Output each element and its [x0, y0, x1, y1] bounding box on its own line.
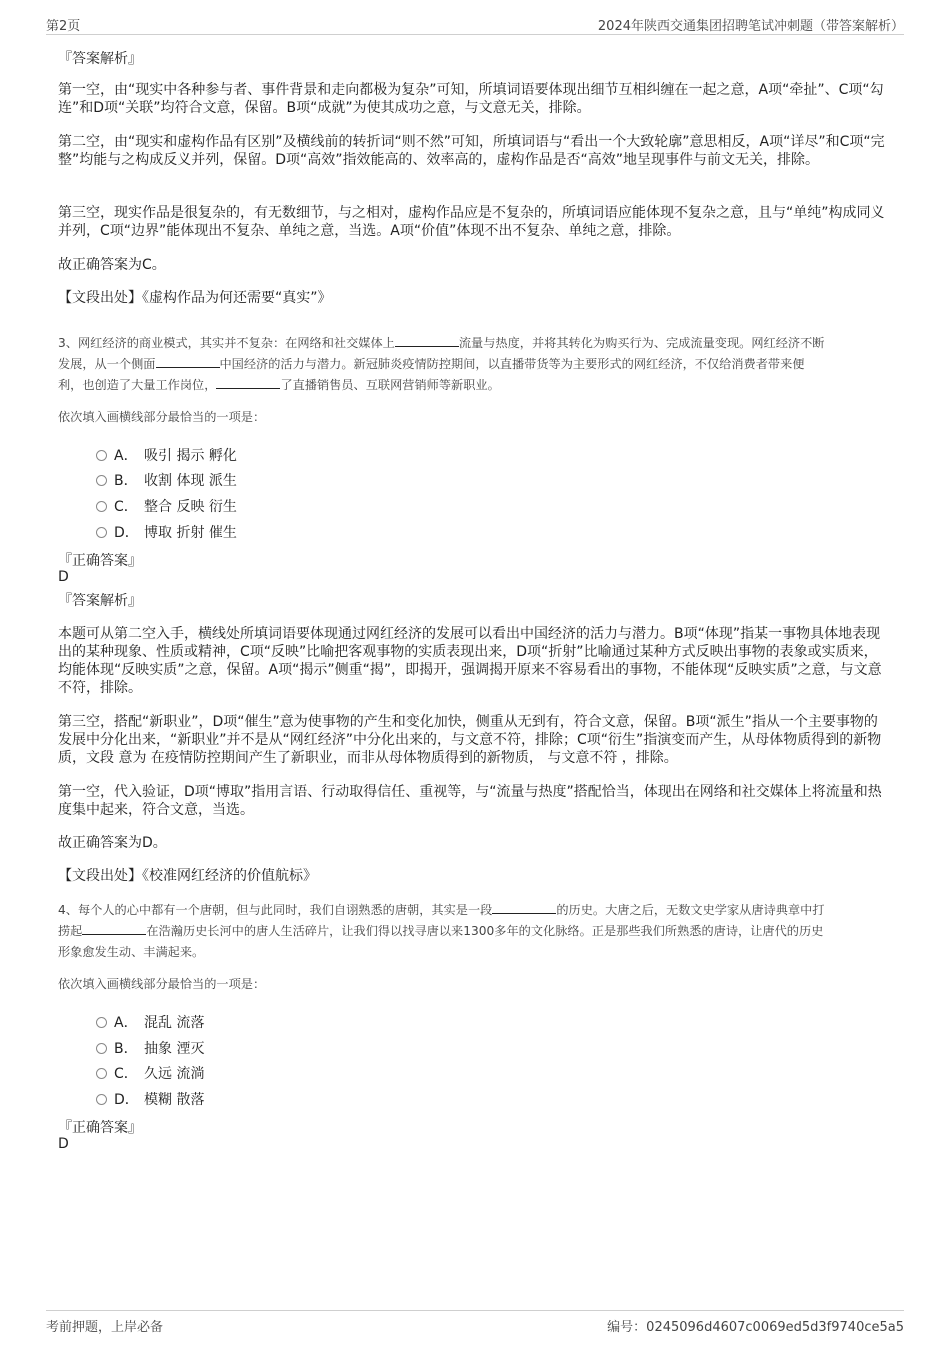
question-prompt: 依次填入画横线部分最恰当的一项是： — [58, 410, 266, 424]
question-stem: 3、网红经济的商业模式，其实并不复杂：在网络和社交媒体上 流量与热度，并将其转化为购买行为、完成流量变现。网红经济不断 发展，从一个侧面 中国经济的活力与潜力。新冠肺炎疫情防控期间，以直播带货等为主要形式的网红经济，不仅给消费者带来便 利，也创造了大量工作岗位， 了直播销售员、互联网营销师等新职业。 — [58, 336, 825, 392]
correct-answer: D — [58, 1136, 69, 1152]
radio-icon[interactable] — [96, 475, 107, 486]
source-citation: 【文段出处】《虚构作品为何还需要“真实”》 — [58, 290, 332, 306]
answer-conclusion: 故正确答案为D。 — [58, 835, 167, 851]
fill-blank — [156, 355, 220, 368]
radio-icon[interactable] — [96, 501, 107, 512]
radio-icon[interactable] — [96, 527, 107, 538]
page-number: 第2页 — [46, 19, 81, 34]
analysis-paragraph: 第一空，代入验证，D项“博取”指用言语、行动取得信任、重视等，与“流量与热度”搭配恰当，体现出在网络和社交媒体上将流量和热度集中起来，符合文意，当选。 — [58, 784, 882, 818]
correct-answer-label: 『正确答案』 — [58, 553, 142, 569]
analysis-label: 『答案解析』 — [58, 51, 142, 67]
answer-conclusion: 故正确答案为C。 — [58, 257, 166, 273]
analysis-paragraph: 第二空，由“现实和虚构作品有区别”及横线前的转折词“则不然”可知，所填词语与“看出一个大致轮廓”意思相反，A项“详尽”和C项“完整”均能与之构成反义并列，保留。D项“高效”指效能高的、效率高的，虚构作品是否“高效”地呈现事件与前文无关，排除。 — [58, 134, 885, 168]
radio-icon[interactable] — [96, 450, 107, 461]
radio-icon[interactable] — [96, 1068, 107, 1079]
page-header — [46, 12, 904, 35]
page-footer — [46, 1310, 904, 1335]
question-stem: 4、每个人的心中都有一个唐朝，但与此同时，我们自诩熟悉的唐朝，其实是一段 的历史。大唐之后，无数文史学家从唐诗典章中打 捞起 在浩瀚历史长河中的唐人生活碎片，让我们得以找寻唐以来1300多年的文化脉络。正是那些我们所熟悉的唐诗，让唐代的历史 形象愈发生动、丰满起来。 — [58, 903, 825, 959]
analysis-paragraph: 本题可从第二空入手，横线处所填词语要体现通过网红经济的发展可以看出中国经济的活力与潜力。B项“体现”指某一事物具体地表现出的某种现象、性质或精神，C项“反映”比喻把客观事物的实质表现出来，D项“折射”比喻通过某种方式反映出事物的表象或实质来，均能体现“反映实质”之意，保留。A项“揭示”侧重“揭”，即揭开，强调揭开原来不容易看出的事物，不能体现“反映实质”之意，与文意不符，排除。 — [58, 626, 882, 696]
fill-blank — [395, 334, 459, 347]
radio-icon[interactable] — [96, 1094, 107, 1105]
analysis-paragraph: 第三空，搭配“新职业”，D项“催生”意为使事物的产生和变化加快，侧重从无到有，符合文意，保留。B项“派生”指从一个主要事物的发展中分化出来，“新职业”并不是从“网红经济”中分化出来的，与文意不符，排除；C项“衍生”指演变而产生，从母体物质得到的新物质，文段 意为 在疫情防控期间产生了新职业，而非从母体物质得到的新物质， 与文意不符 ，排除。 — [58, 714, 882, 766]
analysis-label: 『答案解析』 — [58, 593, 142, 609]
analysis-paragraph: 第一空，由“现实中各种参与者、事件背景和走向都极为复杂”可知，所填词语要体现出细节互相纠缠在一起之意，A项“牵扯”、C项“勾连”和D项“关联”均符合文意，保留。B项“成就”为使其成功之意，与文意无关，排除。 — [58, 82, 884, 116]
question-prompt: 依次填入画横线部分最恰当的一项是： — [58, 977, 266, 991]
document-title: 2024年陕西交通集团招聘笔试冲刺题（带答案解析） — [597, 19, 904, 34]
radio-icon[interactable] — [96, 1043, 107, 1054]
footer-slogan: 考前押题，上岸必备 — [46, 1320, 164, 1335]
document-id: 编号：0245096d4607c0069ed5d3f9740ce5a5 — [607, 1320, 904, 1335]
fill-blank — [492, 901, 556, 914]
correct-answer-label: 『正确答案』 — [58, 1120, 142, 1136]
analysis-paragraph: 第三空，现实作品是很复杂的，有无数细节，与之相对，虚构作品应是不复杂的，所填词语应能体现不复杂之意，且与“单纯”构成同义并列，C项“边界”能体现出不复杂、单纯之意，当选。A项“价值”体现不出不复杂、单纯之意，排除。 — [58, 205, 885, 239]
fill-blank — [216, 376, 280, 389]
source-citation: 【文段出处】《校准网红经济的价值航标》 — [58, 868, 317, 884]
fill-blank — [82, 922, 146, 935]
correct-answer: D — [58, 569, 69, 585]
radio-icon[interactable] — [96, 1017, 107, 1028]
